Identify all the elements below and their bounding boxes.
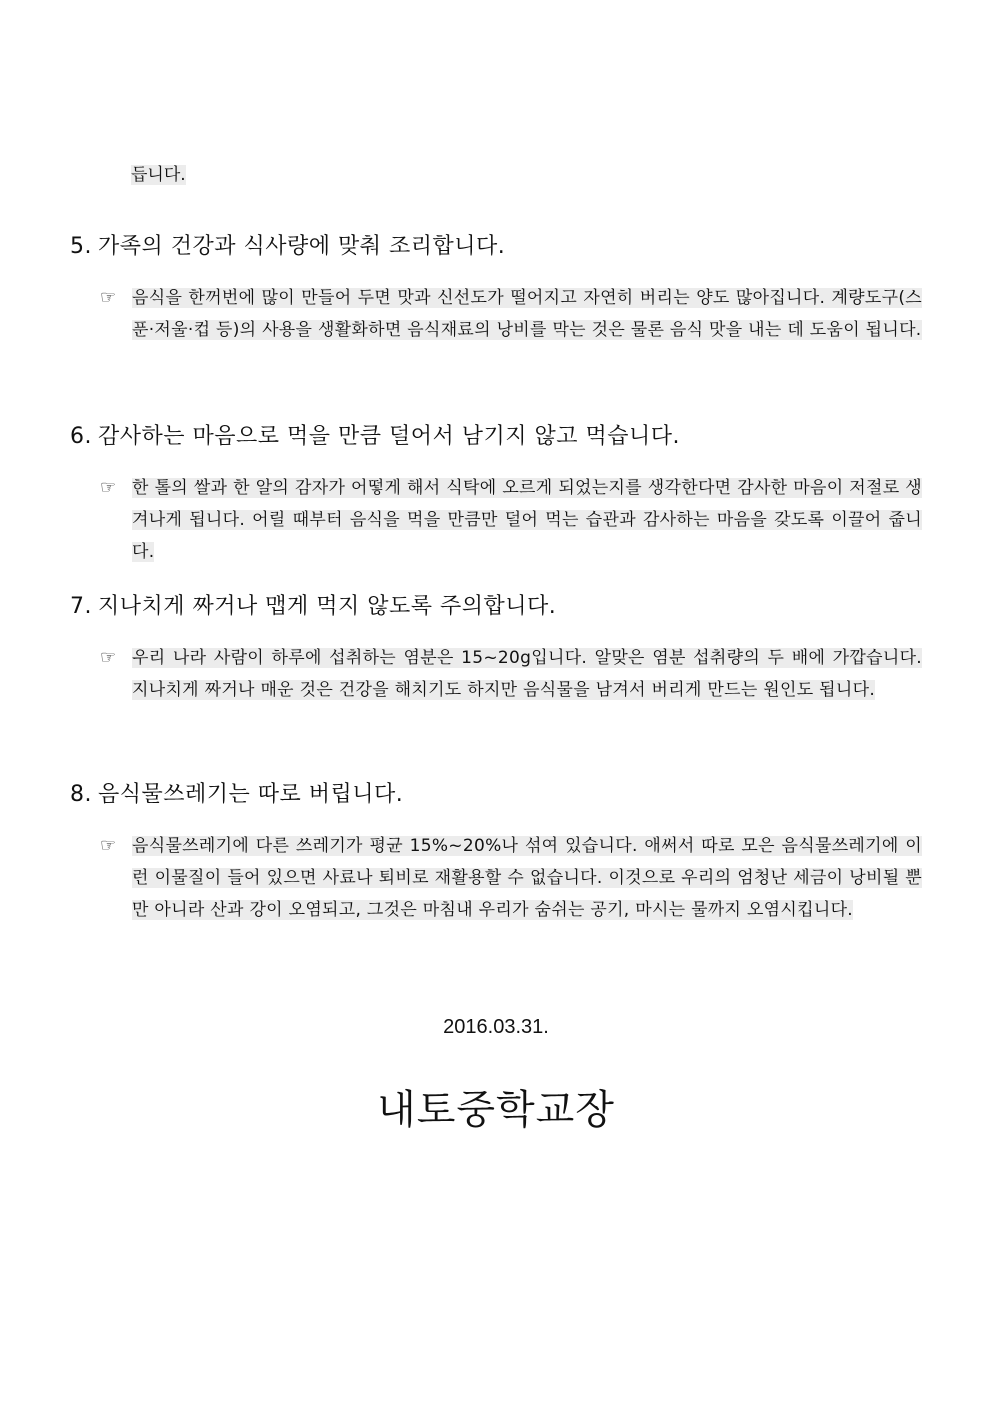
section-7 xyxy=(70,592,922,706)
section-heading xyxy=(70,592,922,622)
section-5 xyxy=(70,232,922,346)
section-title: 감사하는 마음으로 먹을 만큼 덜어서 남기지 않고 먹습니다. xyxy=(98,424,680,449)
pointing-hand-icon: ☞ xyxy=(100,287,117,308)
section-6 xyxy=(70,422,922,568)
section-number: 5. xyxy=(70,234,92,259)
section-body-text: 음식을 한꺼번에 많이 만들어 두면 맛과 신선도가 떨어지고 자연히 버리는 양도 많아집니다. 계량도구(스푼·저울·컵 등)의 사용을 생활화하면 음식재료의 낭비를 막는 것은 물론 음식 맛을 내는 데 도움이 됩니다. xyxy=(132,288,922,340)
section-number: 8. xyxy=(70,782,92,807)
pointing-hand-icon: ☞ xyxy=(100,477,117,498)
section-title: 가족의 건강과 식사량에 맞춰 조리합니다. xyxy=(98,234,506,259)
section-body-text: 음식물쓰레기에 다른 쓰레기가 평균 15%~20%나 섞여 있습니다. 애써서 따로 모은 음식물쓰레기에 이런 이물질이 들어 있으면 사료나 퇴비로 재활용할 수 없습니다. 이것으로 우리의 엄청난 세금이 낭비될 뿐만 아니라 산과 강이 오염되고, 그것은 마침내 우리가 숨쉬는 공기, 마시는 물까지 오염시킵니다. xyxy=(132,836,922,920)
section-body xyxy=(70,282,922,346)
section-heading xyxy=(70,780,922,810)
document-date: 2016.03.31. xyxy=(443,1016,549,1038)
section-body xyxy=(70,830,922,926)
section-title: 음식물쓰레기는 따로 버립니다. xyxy=(98,782,404,807)
section-body xyxy=(70,642,922,706)
continuation-text xyxy=(131,162,186,188)
section-8 xyxy=(70,780,922,926)
section-number: 7. xyxy=(70,594,92,619)
section-body-text: 우리 나라 사람이 하루에 섭취하는 염분은 15~20g입니다. 알맞은 염분 섭취량의 두 배에 가깝습니다. 지나치게 짜거나 매운 것은 건강을 해치기도 하지만 음식물을 남겨서 버리게 만드는 원인도 됩니다. xyxy=(132,648,922,700)
pointing-hand-icon: ☞ xyxy=(100,835,117,856)
section-body-text: 한 톨의 쌀과 한 알의 감자가 어떻게 해서 식탁에 오르게 되었는지를 생각한다면 감사한 마음이 저절로 생겨나게 됩니다. 어릴 때부터 음식을 먹을 만큼만 덜어 먹는 습관과 감사하는 마음을 갖도록 이끌어 줍니다. xyxy=(132,478,922,562)
section-heading xyxy=(70,232,922,262)
section-body xyxy=(70,472,922,568)
section-number: 6. xyxy=(70,424,92,449)
pointing-hand-icon: ☞ xyxy=(100,647,117,668)
section-title: 지나치게 짜거나 맵게 먹지 않도록 주의합니다. xyxy=(98,594,557,619)
signature-principal: 내토중학교장 xyxy=(377,1087,615,1133)
section-heading xyxy=(70,422,922,452)
continuation-text-content: 듭니다. xyxy=(131,165,186,185)
